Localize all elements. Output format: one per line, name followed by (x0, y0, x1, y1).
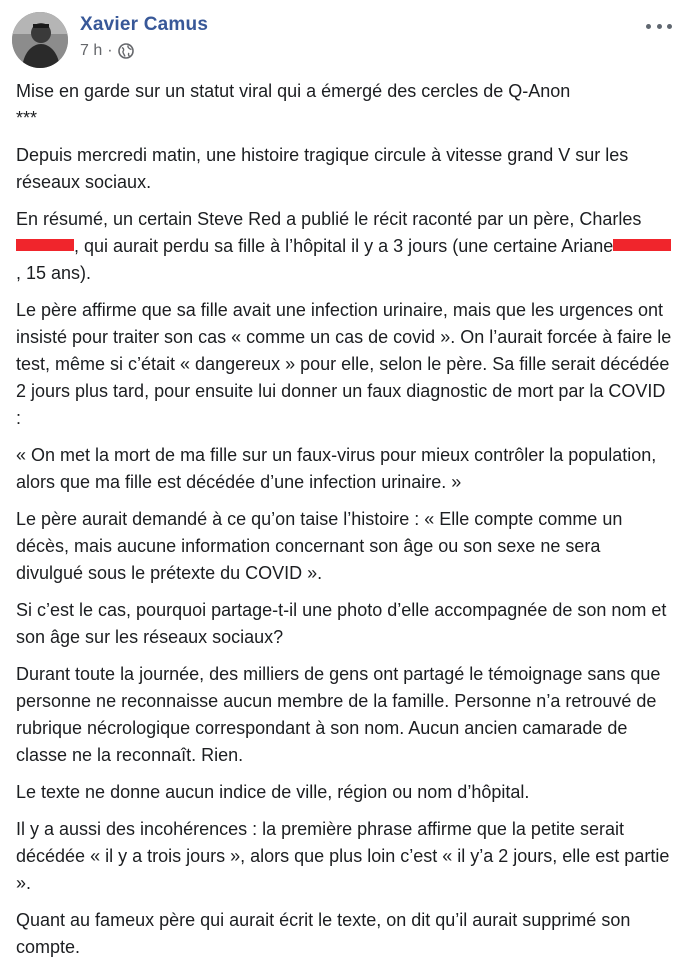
paragraph-3-part-b: , qui aurait perdu sa fille à l’hôpital il y a 3 jours (une certaine Ariane (74, 236, 614, 256)
more-horizontal-icon[interactable] (646, 20, 672, 32)
paragraph-6: Le père aurait demandé à ce qu’on taise l’histoire : « Elle compte comme un décès, mais aucune information concernant son âge ou son sexe ne sera divulgué sous le prétexte du COVID ». (16, 509, 623, 583)
paragraph-10: Il y a aussi des incohérences : la première phrase affirme que la petite serait décédée « il y a trois jours », alors que plus loin c’est « il y’a 2 jours, elle est partie ». (16, 819, 670, 893)
redaction-bar (613, 239, 671, 251)
post-meta (80, 42, 134, 60)
paragraph-1: Mise en garde sur un statut viral qui a émergé des cercles de Q-Anon *** (16, 81, 571, 128)
redaction-bar (16, 239, 74, 251)
meta-separator: · (107, 42, 113, 59)
post-header (12, 12, 672, 68)
paragraph-3-part-c: , 15 ans). (16, 263, 92, 283)
paragraph-3-part-a: En résumé, un certain Steve Red a publié le récit raconté par un père, Charles (16, 209, 642, 229)
author-name[interactable]: Xavier Camus (80, 14, 209, 35)
paragraph-5: « On met la mort de ma fille sur un faux-virus pour mieux contrôler la population, alors que ma fille est décédée d’une infection urinaire. » (16, 445, 657, 492)
globe-icon[interactable] (118, 43, 134, 59)
paragraph-3 (16, 206, 672, 287)
paragraph-4: Le père affirme que sa fille avait une infection urinaire, mais que les urgences ont insisté pour traiter son cas « comme un cas de covid ». On l’aurait forcée à faire le test, même si c’était « dangereux » pour elle, selon le père. Sa fille serait décédée 2 jours plus tard, pour ensuite lui donner un faux diagnostic de mort par la COVID : (16, 300, 672, 428)
avatar[interactable] (12, 12, 68, 68)
paragraph-8: Durant toute la journée, des milliers de gens ont partagé le témoignage sans que personne ne reconnaisse aucun membre de la famille. Personne n’a retrouvé de rubrique nécrologique correspondant à son nom. Aucun ancien camarade de classe ne la reconnaît. Rien. (16, 664, 661, 765)
post-time[interactable]: 7 h (80, 42, 103, 59)
paragraph-11: Quant au fameux père qui aurait écrit le texte, on dit qu’il aurait supprimé son compte. (16, 910, 631, 957)
post-body (16, 78, 672, 971)
paragraph-9: Le texte ne donne aucun indice de ville, région ou nom d’hôpital. (16, 782, 530, 802)
paragraph-2: Depuis mercredi matin, une histoire tragique circule à vitesse grand V sur les réseaux sociaux. (16, 145, 629, 192)
paragraph-7: Si c’est le cas, pourquoi partage-t-il une photo d’elle accompagnée de son nom et son âge sur les réseaux sociaux? (16, 600, 667, 647)
